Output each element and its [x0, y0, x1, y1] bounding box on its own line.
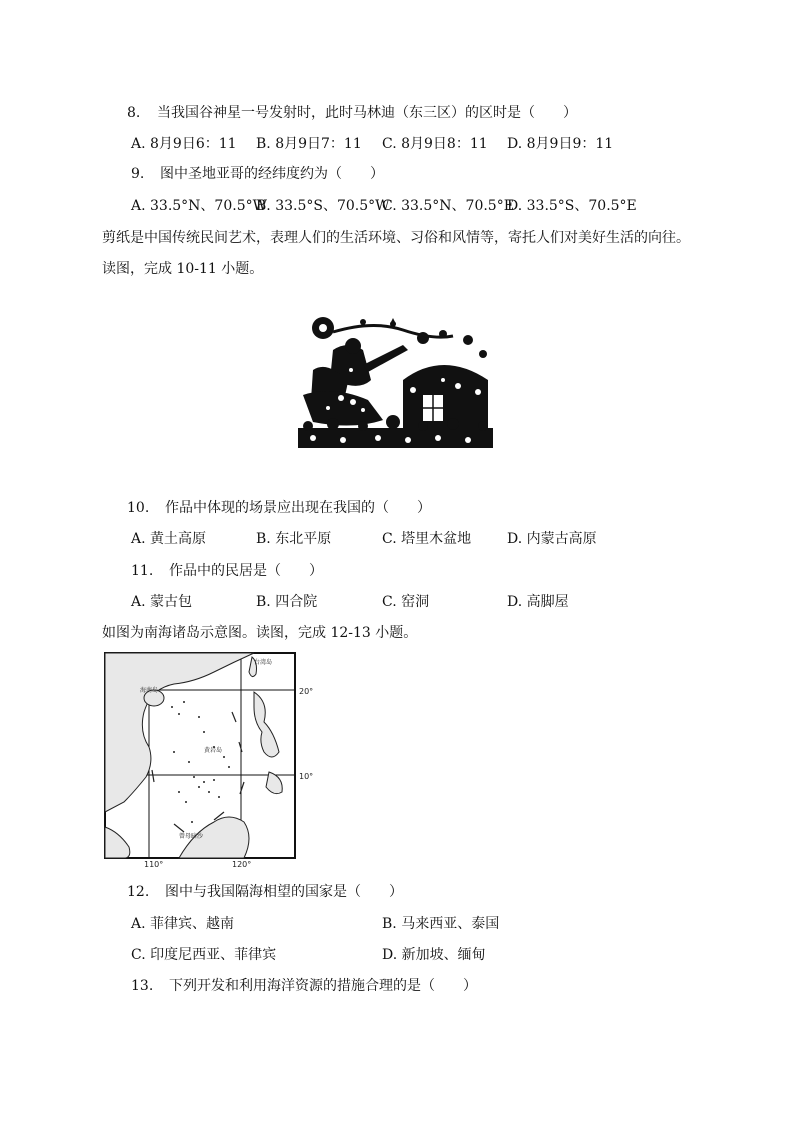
q8-option-d: D. 8月9日9：11: [507, 136, 614, 152]
q8-option-c: C. 8月9日8：11: [382, 136, 488, 152]
label-hainan: 海南岛: [140, 687, 159, 694]
q12-option-c: C. 印度尼西亚、菲律宾: [131, 947, 277, 963]
q10-option-b: B. 东北平原: [256, 531, 332, 547]
q10-number: 10.: [127, 500, 150, 516]
q8-stem: 当我国谷神星一号发射时，此时马林迪（东三区）的区时是（ ）: [157, 105, 577, 121]
papercut-intro-line1: 剪纸是中国传统民间艺术，表理人们的生活环境、习俗和风情等，寄托人们对美好生活的向往。: [102, 230, 690, 246]
label-taiwan: 台湾岛: [254, 659, 273, 666]
q9-option-d: D. 33.5°S、70.5°E: [507, 198, 637, 214]
q11-number: 11.: [131, 563, 154, 579]
south-china-sea-map-svg: [104, 652, 326, 870]
lon-label-120: 120°: [232, 860, 252, 869]
q10-option-c: C. 塔里木盆地: [382, 531, 472, 547]
label-zengmu: 曾母暗沙: [179, 833, 204, 840]
q12-option-a: A. 菲律宾、越南: [131, 916, 235, 932]
lon-label-110: 110°: [144, 860, 164, 869]
q11-option-c: C. 窑洞: [382, 594, 430, 610]
q10-option-a: A. 黄土高原: [131, 531, 207, 547]
q9-option-a: A. 33.5°N、70.5°W: [131, 198, 267, 214]
south-china-sea-map: [104, 652, 326, 870]
q13-number: 13.: [131, 978, 154, 994]
q12-option-d: D. 新加坡、缅甸: [382, 947, 486, 963]
q10-option-d: D. 内蒙古高原: [507, 531, 597, 547]
q8-option-b: B. 8月9日7：11: [256, 136, 362, 152]
papercut-intro-line2: 读图，完成 10-11 小题。: [102, 261, 264, 277]
q11-option-d: D. 高脚屋: [507, 594, 569, 610]
q12-number: 12.: [127, 884, 150, 900]
q9-stem: 图中圣地亚哥的经纬度约为（ ）: [160, 166, 384, 182]
q10-stem: 作品中体现的场景应出现在我国的（ ）: [165, 500, 431, 516]
lat-label-10: 10°: [299, 772, 314, 781]
q9-number: 9.: [131, 166, 145, 182]
q12-option-b: B. 马来西亚、泰国: [382, 916, 500, 932]
map-intro-line: 如图为南海诸岛示意图。读图，完成 12-13 小题。: [102, 625, 418, 641]
q9-option-c: C. 33.5°N、70.5°E: [382, 198, 514, 214]
q11-option-a: A. 蒙古包: [131, 594, 193, 610]
lat-label-20: 20°: [299, 687, 314, 696]
q9-option-b: B. 33.5°S、70.5°W: [256, 198, 390, 214]
q8-number: 8.: [127, 105, 141, 121]
q11-option-b: B. 四合院: [256, 594, 318, 610]
q12-stem: 图中与我国隔海相望的国家是（ ）: [165, 884, 403, 900]
q8-option-a: A. 8月9日6：11: [131, 136, 237, 152]
label-huangyan: 黄岩岛: [204, 747, 223, 754]
papercut-illustration: [293, 310, 500, 457]
q13-stem: 下列开发和利用海洋资源的措施合理的是（ ）: [169, 978, 477, 994]
q11-stem: 作品中的民居是（ ）: [169, 563, 323, 579]
papercut-image: [293, 310, 500, 457]
